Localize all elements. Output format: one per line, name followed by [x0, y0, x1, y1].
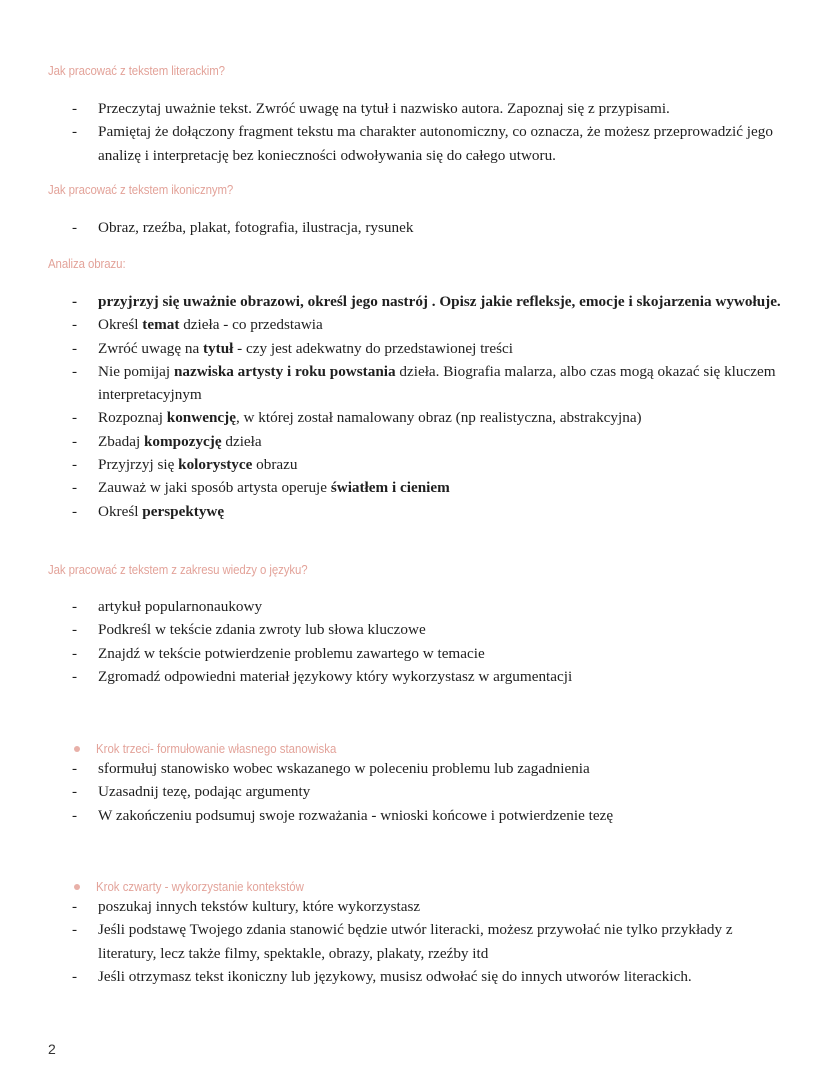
list-item: - Pamiętaj że dołączony fragment tekstu ma charakter autonomiczny, co oznacza, że możesz przeprowadzić jego analizę i interpretację bez konieczności odwoływania się do całego utworu. — [72, 123, 773, 164]
bullet-dot-icon — [74, 884, 80, 890]
section-heading-image-analysis: Analiza obrazu: — [48, 256, 126, 271]
list-item: - poszukaj innych tekstów kultury, które wykorzystasz — [72, 898, 421, 915]
list-item: - Zwróć uwagę na tytuł - czy jest adekwatny do przedstawionej treści — [72, 339, 513, 357]
list-item: - Jeśli podstawę Twojego zdania stanowić będzie utwór literacki, możesz przywołać nie tylko przykłady z literatury, lecz także filmy, spektakle, obrazy, plakaty, rzeźby itd — [72, 921, 733, 962]
list-item: - Określ perspektywę — [72, 502, 225, 520]
list-item: - Jeśli otrzymasz tekst ikoniczny lub językowy, musisz odwołać się do innych utworów literackich. — [72, 967, 692, 985]
list-item: - artykuł popularnonaukowy — [72, 598, 263, 615]
list-item: - Zbadaj kompozycję dzieła — [72, 432, 262, 450]
step-four-list — [72, 895, 792, 988]
list-item: - Zauważ w jaki sposób artysta operuje światłem i cieniem — [72, 479, 450, 497]
section-heading-literary: Jak pracować z tekstem literackim? — [48, 63, 225, 78]
step-four-heading: Krok czwarty - wykorzystanie kontekstów — [74, 879, 332, 894]
list-item: - Przyjrzyj się kolorystyce obrazu — [72, 456, 298, 474]
list-item: - Określ temat dzieła - co przedstawia — [72, 316, 323, 334]
list-item: - Nie pomijaj nazwiska artysty i roku powstania dzieła. Biografia malarza, albo czas mogą okazać się kluczem interpretacyjnym — [72, 362, 776, 404]
list-item: - Zgromadź odpowiedni materiał językowy który wykorzystasz w argumentacji — [72, 667, 573, 685]
list-item: - Rozpoznaj konwencję, w której został namalowany obraz (np realistyczna, abstrakcyjna) — [72, 409, 642, 427]
bullet-dot-icon — [74, 746, 80, 752]
list-item: - Znajdź w tekście potwierdzenie problemu zawartego w temacie — [72, 644, 485, 662]
image-analysis-list — [72, 290, 792, 523]
list-item: - sformułuj stanowisko wobec wskazanego w poleceniu problemu lub zagadnienia — [72, 760, 590, 777]
section-heading-language: Jak pracować z tekstem z zakresu wiedzy o języku? — [48, 562, 308, 577]
language-list — [72, 595, 792, 688]
section-heading-iconic: Jak pracować z tekstem ikonicznym? — [48, 182, 234, 197]
list-item: - W zakończeniu podsumuj swoje rozważania - wnioski końcowe i potwierdzenie tezę — [72, 806, 614, 824]
list-item: - Obraz, rzeźba, plakat, fotografia, ilustracja, rysunek — [72, 219, 414, 236]
step-three-heading: Krok trzeci- formułowanie własnego stanowiska — [74, 741, 369, 756]
page-number: 2 — [48, 1041, 56, 1057]
list-item: - Przeczytaj uważnie tekst. Zwróć uwagę na tytuł i nazwisko autora. Zapoznaj się z przypisami. — [72, 100, 670, 117]
iconic-list — [72, 216, 792, 239]
literary-list — [72, 97, 792, 167]
list-item: - przyjrzyj się uważnie obrazowi, określ jego nastrój . Opisz jakie refleksje, emocje i skojarzenia wywołuje. — [72, 293, 781, 310]
list-item: - Podkreśl w tekście zdania zwroty lub słowa kluczowe — [72, 621, 426, 639]
step-three-list — [72, 757, 792, 827]
list-item: - Uzasadnij tezę, podając argumenty — [72, 783, 311, 801]
